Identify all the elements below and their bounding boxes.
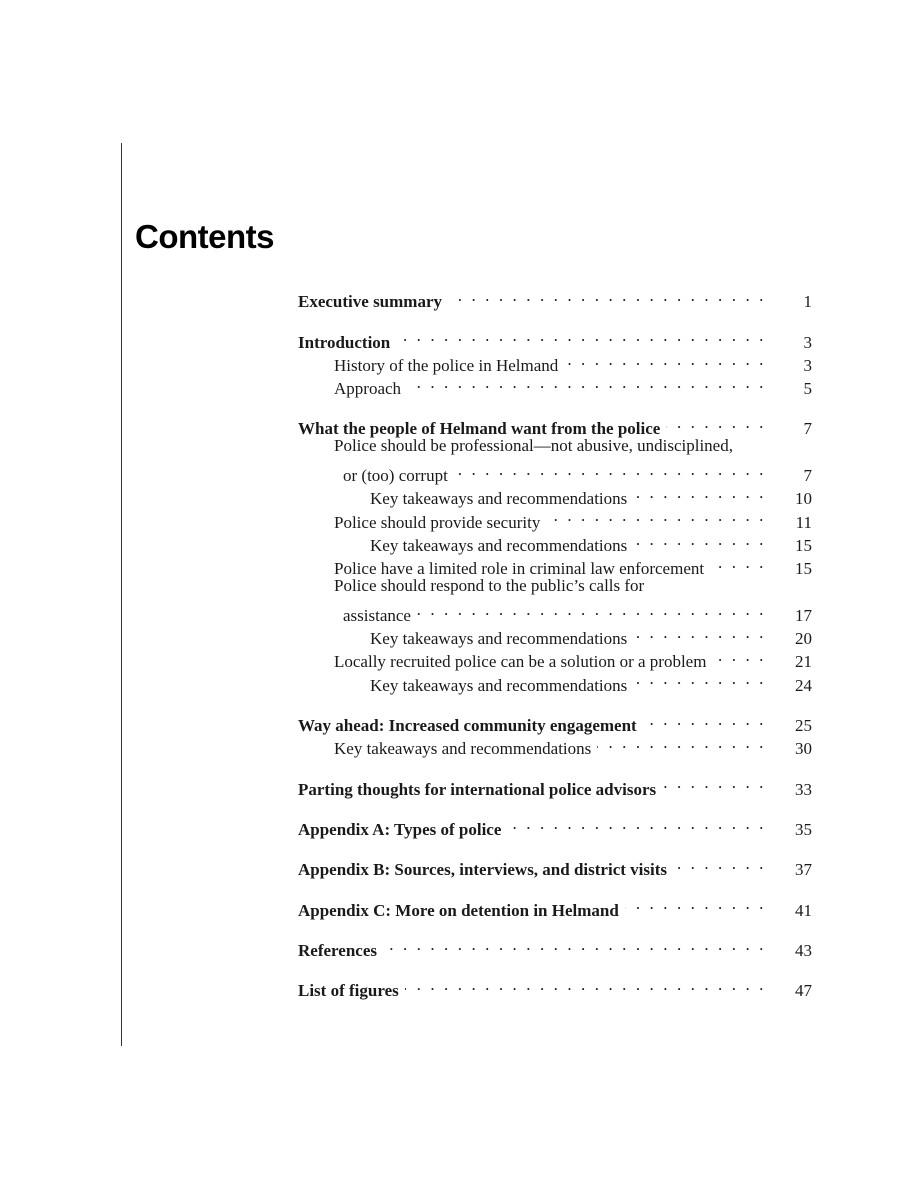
- dot-leader: [662, 771, 766, 794]
- toc-entry-label: Locally recruited police can be a solution or a problem: [334, 652, 707, 672]
- toc-entry-label: Key takeaways and recommendations: [334, 739, 592, 759]
- toc-entry-page: 35: [795, 819, 812, 839]
- toc-entry-page: 17: [795, 605, 812, 625]
- toc-entry-label: List of figures: [298, 981, 399, 1001]
- toc-entry-page: 15: [795, 559, 812, 579]
- toc-entry-label: Police should respond to the public’s calls for: [334, 576, 645, 596]
- toc-entry-page: 21: [795, 652, 812, 672]
- toc-entry[interactable]: [298, 933, 812, 960]
- toc-entry[interactable]: [298, 852, 812, 880]
- toc-entry-page: 41: [795, 900, 812, 920]
- toc-entry-page: 1: [803, 292, 812, 312]
- toc-entry-page: 11: [795, 512, 812, 532]
- margin-rule: [121, 143, 122, 1046]
- toc-entry-label: Key takeaways and recommendations: [370, 489, 628, 509]
- toc-entry-label: assistance: [343, 605, 411, 625]
- dot-leader: [396, 324, 766, 347]
- toc-entry[interactable]: [298, 812, 812, 839]
- toc-entry-page: 3: [803, 355, 812, 375]
- dot-leader: [712, 644, 766, 667]
- toc-entry-label: Approach: [334, 379, 402, 399]
- dot-leader: [625, 892, 766, 915]
- toc-entry-page: 7: [803, 419, 812, 439]
- dot-leader: [564, 348, 766, 371]
- toc-entry[interactable]: [298, 771, 812, 799]
- toc-entry-label: Key takeaways and recommendations: [370, 629, 628, 649]
- toc-entry[interactable]: [298, 574, 812, 597]
- dot-leader: [633, 528, 766, 551]
- toc-entry-label: Way ahead: Increased community engagement: [298, 716, 637, 736]
- dot-leader: [407, 371, 766, 394]
- toc-entry-label: What the people of Helmand want from the police: [298, 419, 661, 439]
- dot-leader: [633, 481, 766, 504]
- dot-leader: [643, 708, 766, 731]
- dot-leader: [454, 458, 766, 481]
- dot-leader: [633, 667, 766, 690]
- toc-entry-page: 37: [795, 860, 812, 880]
- dot-leader: [633, 621, 766, 644]
- toc-entry[interactable]: [298, 284, 812, 312]
- toc-entry-page: 10: [795, 489, 812, 509]
- toc-entry-label: or (too) corrupt: [343, 466, 448, 486]
- toc-entry-label: Appendix A: Types of police: [298, 819, 502, 839]
- toc-entry-page: 25: [795, 716, 812, 736]
- toc-entry-label: Key takeaways and recommendations: [370, 535, 628, 555]
- toc-entry-continuation[interactable]: [298, 598, 812, 625]
- toc-entry[interactable]: [298, 892, 812, 920]
- toc-entry-page: 15: [795, 535, 812, 555]
- toc-entry-label: References: [298, 940, 377, 960]
- toc-section-introduction: [298, 324, 812, 399]
- toc-section-appendix-c: [298, 892, 812, 920]
- toc-entry-page: 24: [795, 675, 812, 695]
- toc-entry-label: Parting thoughts for international police advisors: [298, 779, 657, 799]
- toc-section-what-people-want: [298, 411, 812, 695]
- dot-leader: [405, 973, 766, 996]
- toc-entry-continuation[interactable]: [298, 458, 812, 486]
- dot-leader: [546, 504, 766, 527]
- toc-entry-label: Introduction: [298, 332, 391, 352]
- toc-section-way-ahead: [298, 708, 812, 759]
- toc-entry-label: Executive summary: [298, 292, 443, 312]
- toc-entry-page: 5: [803, 379, 812, 399]
- dot-leader: [597, 731, 766, 754]
- toc-entry-label: History of the police in Helmand: [334, 355, 559, 375]
- toc-entry-page: 3: [803, 332, 812, 352]
- dot-leader: [710, 551, 766, 574]
- toc-section-references: [298, 933, 812, 960]
- dot-leader: [673, 852, 766, 875]
- toc-section-executive-summary: [298, 284, 812, 312]
- toc-entry-label: Key takeaways and recommendations: [370, 675, 628, 695]
- toc-entry-label: Police should be professional—not abusive, undisciplined,: [334, 436, 733, 456]
- toc-entry-label: Police have a limited role in criminal law enforcement: [334, 559, 705, 579]
- toc-section-appendix-b: [298, 852, 812, 880]
- toc-entry[interactable]: [298, 434, 812, 457]
- toc-entry[interactable]: [298, 973, 812, 1001]
- toc-entry-label: Appendix B: Sources, interviews, and district visits: [298, 860, 667, 880]
- toc-section-parting-thoughts: [298, 771, 812, 799]
- toc-entry-label: Appendix C: More on detention in Helmand: [298, 900, 619, 920]
- toc-entry-page: 20: [795, 629, 812, 649]
- toc-entry-page: 47: [795, 981, 812, 1001]
- toc-entry[interactable]: [298, 324, 812, 352]
- table-of-contents: [298, 284, 812, 1013]
- page-title: Contents: [135, 218, 274, 255]
- toc-section-list-of-figures: [298, 973, 812, 1001]
- dot-leader: [383, 933, 766, 956]
- dot-leader: [448, 284, 766, 307]
- toc-entry-page: 7: [803, 466, 812, 486]
- toc-entry-page: 33: [795, 779, 812, 799]
- dot-leader: [507, 812, 766, 835]
- toc-entry[interactable]: [298, 411, 812, 439]
- toc-entry[interactable]: [298, 708, 812, 736]
- toc-section-appendix-a: [298, 812, 812, 839]
- dot-leader: [666, 411, 766, 434]
- toc-entry-page: 43: [795, 940, 812, 960]
- toc-entry-label: Police should provide security: [334, 512, 541, 532]
- toc-entry-page: 30: [795, 739, 812, 759]
- dot-leader: [417, 598, 766, 621]
